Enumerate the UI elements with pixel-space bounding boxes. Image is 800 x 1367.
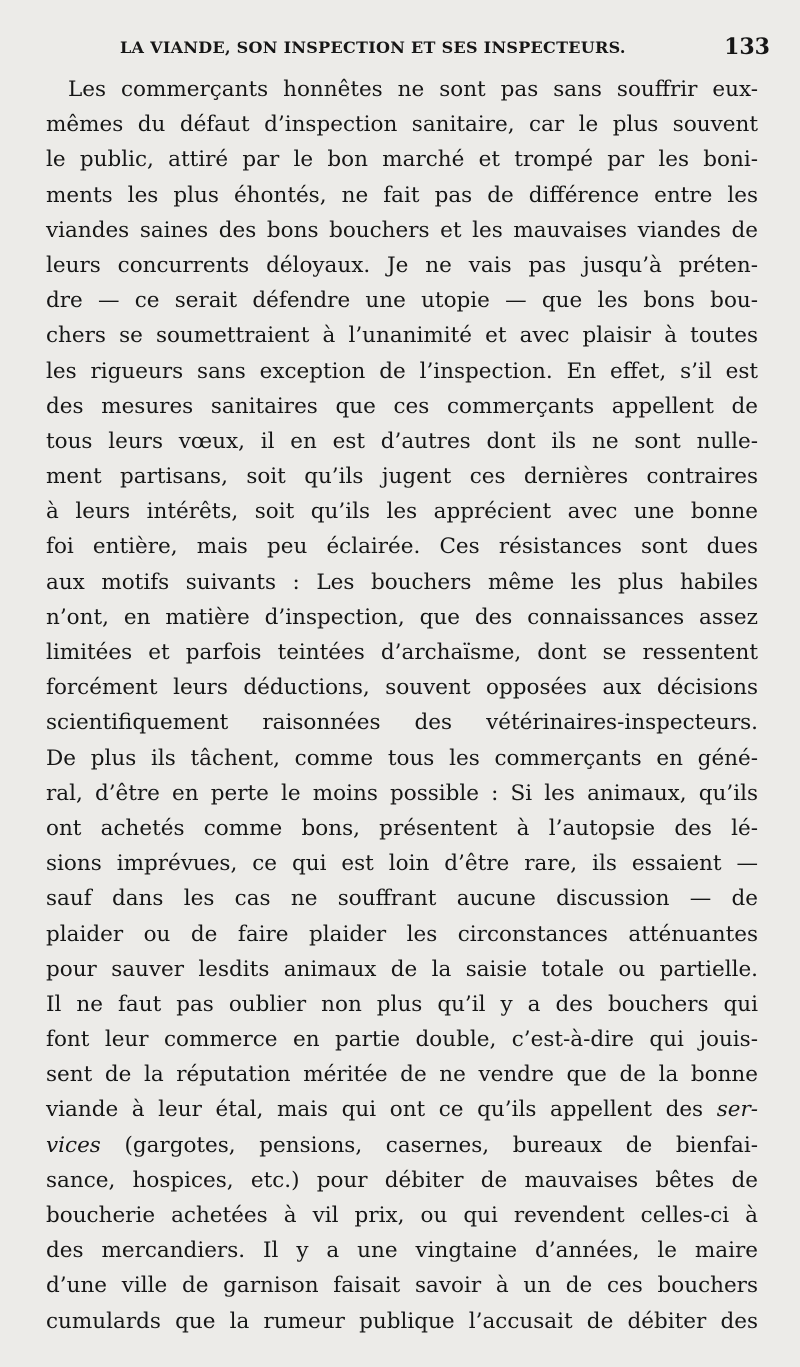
text-line: pour sauver lesdits animaux de la saisie totale ou partielle. xyxy=(46,956,758,982)
page-number: 133 xyxy=(724,34,770,60)
text-line: le public, attiré par le bon marché et trompé par les boni- xyxy=(46,147,758,173)
text-line: aux motifs suivants : Les bouchers même les plus habiles xyxy=(46,569,758,595)
text-line: sent de la réputation méritée de ne vendre que de la bonne xyxy=(46,1062,758,1088)
italic-word: ser- xyxy=(716,1097,758,1123)
text-line xyxy=(46,1128,758,1163)
text-line: ments les plus éhontés, ne fait pas de différence entre les xyxy=(46,182,758,208)
text-line: n’ont, en matière d’inspection, que des connaissances assez xyxy=(46,604,758,630)
text-line: forcément leurs déductions, souvent opposées aux décisions xyxy=(46,675,758,701)
text-segment: viande à leur étal, mais qui ont ce qu’ils appellent des xyxy=(46,1097,717,1123)
text-line: plaider ou de faire plaider les circonstances atténuantes xyxy=(46,921,758,947)
text-line: cumulards que la rumeur publique l’accusait de débiter des xyxy=(46,1308,758,1334)
text-line: scientifiquement raisonnées des vétérinaires-inspecteurs. xyxy=(46,710,758,736)
text-line: sauf dans les cas ne souffrant aucune discussion — de xyxy=(46,886,758,912)
text-line: les rigueurs sans exception de l’inspection. En effet, s’il est xyxy=(46,358,758,384)
text-line: Il ne faut pas oublier non plus qu’il y a des bouchers qui xyxy=(46,991,758,1017)
text-line: viandes saines des bons bouchers et les mauvaises viandes de xyxy=(46,217,758,243)
text-line: ont achetés comme bons, présentent à l’autopsie des lé- xyxy=(46,815,758,841)
text-line: des mercandiers. Il y a une vingtaine d’années, le maire xyxy=(46,1238,758,1264)
text-line: leurs concurrents déloyaux. Je ne vais pas jusqu’à préten- xyxy=(46,252,758,278)
text-line: foi entière, mais peu éclairée. Ces résistances sont dues xyxy=(46,534,758,560)
italic-word: vices xyxy=(46,1132,101,1158)
text-segment: (gargotes, pensions, casernes, bureaux de bienfai- xyxy=(100,1132,758,1158)
text-line: dre — ce serait défendre une utopie — que les bons bou- xyxy=(46,288,758,314)
text-line: à leurs intérêts, soit qu’ils les apprécient avec une bonne xyxy=(46,499,758,525)
text-line: sance, hospices, etc.) pour débiter de mauvaises bêtes de xyxy=(46,1167,758,1193)
text-line: sions imprévues, ce qui est loin d’être rare, ils essaient — xyxy=(46,851,758,877)
text-line: font leur commerce en partie double, c’est-à-dire qui jouis- xyxy=(46,1027,758,1053)
text-line xyxy=(46,1092,758,1127)
body-text xyxy=(46,72,758,1339)
text-line: des mesures sanitaires que ces commerçants appellent de xyxy=(46,393,758,419)
text-line: De plus ils tâchent, comme tous les commerçants en géné- xyxy=(46,745,758,771)
text-line: mêmes du défaut d’inspection sanitaire, car le plus souvent xyxy=(46,112,758,138)
running-title: LA VIANDE, SON INSPECTION ET SES INSPECTEURS. xyxy=(120,38,626,57)
running-head xyxy=(48,34,770,64)
text-line: ment partisans, soit qu’ils jugent ces dernières contraires xyxy=(46,464,758,490)
text-line: ral, d’être en perte le moins possible : Si les animaux, qu’ils xyxy=(46,780,758,806)
text-line: d’une ville de garnison faisait savoir à un de ces bouchers xyxy=(46,1273,758,1299)
text-line: boucherie achetées à vil prix, ou qui revendent celles-ci à xyxy=(46,1203,758,1228)
text-line: Les commerçants honnêtes ne sont pas sans souffrir eux- xyxy=(68,77,758,102)
text-line: limitées et parfois teintées d’archaïsme, dont se ressentent xyxy=(46,640,758,665)
text-line: tous leurs vœux, il en est d’autres dont ils ne sont nulle- xyxy=(46,428,758,454)
text-line: chers se soumettraient à l’unanimité et avec plaisir à toutes xyxy=(46,323,758,349)
